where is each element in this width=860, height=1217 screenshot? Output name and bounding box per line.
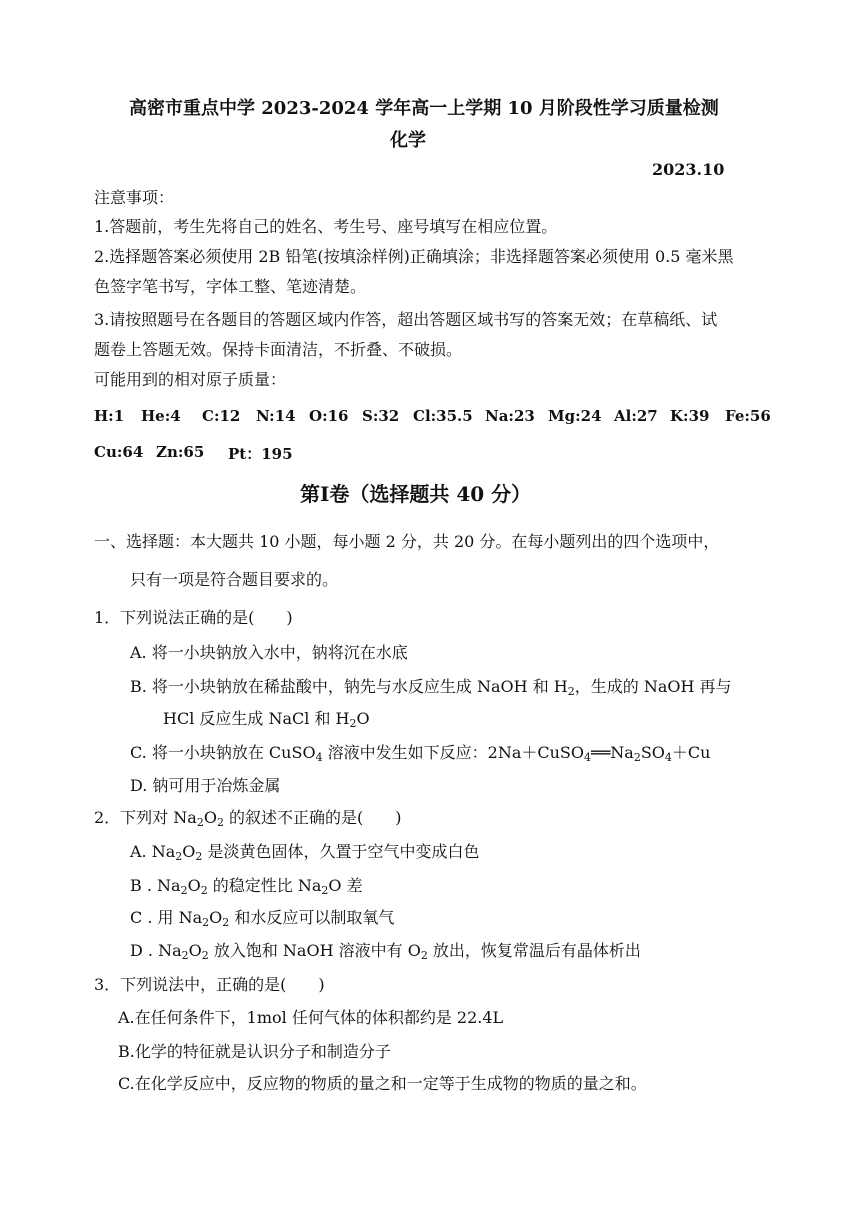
atomic-mass: C:12: [202, 407, 241, 425]
question-3-option-a: A.在任何条件下，1mol 任何气体的体积都约是 22.4L: [118, 1008, 504, 1027]
section-instructions-line-2: 只有一项是符合题目要求的。: [130, 570, 339, 589]
notice-heading: 注意事项：: [94, 188, 175, 207]
exam-date: 2023.10: [652, 160, 725, 179]
atomic-mass: Zn:65: [156, 443, 205, 461]
question-3-option-c: C.在化学反应中，反应物的物质的量之和一定等于生成物的物质的量之和。: [118, 1074, 647, 1093]
atomic-mass: Al:27: [614, 407, 658, 425]
question-1-stem: 1．下列说法正确的是( ): [94, 608, 293, 627]
atomic-mass: Na:23: [485, 407, 535, 425]
atomic-mass: K:39: [670, 407, 710, 425]
question-2-option-a: A. $Na_2O_2$ 是淡黄色固体，久置于空气中变成白色: [130, 842, 480, 863]
atomic-mass: N:14: [256, 407, 296, 425]
question-1-option-b-line-1: B. 将一小块钠放在稀盐酸中，钠先与水反应生成 NaOH 和 $H_2$，生成的 NaOH 再与: [130, 677, 732, 698]
question-1-option-a: A. 将一小块钠放入水中，钠将沉在水底: [130, 643, 408, 662]
question-3-option-b: B.化学的特征就是认识分子和制造分子: [118, 1042, 391, 1061]
notice-item-1: 1.答题前，考生先将自己的姓名、考生号、座号填写在相应位置。: [94, 217, 558, 236]
question-2-option-c: C . 用 $Na_2O_2$ 和水反应可以制取氧气: [130, 908, 395, 929]
notice-item-2-line-2: 色签字笔书写，字体工整、笔迹清楚。: [94, 277, 367, 296]
notice-item-3-line-1: 3.请按照题号在各题目的答题区域内作答，超出答题区域书写的答案无效；在草稿纸、试: [94, 310, 718, 329]
atomic-mass-heading: 可能用到的相对原子质量：: [94, 370, 287, 389]
atomic-mass: Pt：195: [228, 445, 293, 463]
atomic-mass: Fe:56: [725, 407, 771, 425]
question-2-option-d: D . $Na_2O_2$ 放入饱和 NaOH 溶液中有 $O_2$ 放出，恢复常温后有晶体析出: [130, 941, 641, 962]
exam-title: 高密市重点中学 2023-2024 学年高一上学期 10 月阶段性学习质量检测: [129, 98, 719, 119]
section-instructions-line-1: 一、选择题：本大题共 10 小题，每小题 2 分，共 20 分。在每小题列出的四个选项中，: [94, 532, 720, 551]
section-title: 第Ⅰ卷（选择题共 40 分）: [300, 482, 532, 506]
notice-item-2-line-1: 2.选择题答案必须使用 2B 铅笔(按填涂样例)正确填涂；非选择题答案必须使用 0.5 毫米黑: [94, 247, 734, 266]
atomic-mass: Cl:35.5: [413, 407, 473, 425]
atomic-mass: S:32: [362, 407, 400, 425]
question-1-option-b-line-2: HCl 反应生成 NaCl 和 $H_2O$: [163, 709, 370, 730]
notice-item-3-line-2: 题卷上答题无效。保持卡面清洁，不折叠、不破损。: [94, 340, 463, 359]
question-1-option-c: C. 将一小块钠放在 CuSO$_4$ 溶液中发生如下反应：$2Na+CuSO_4══Na_2SO_4+Cu$: [130, 743, 711, 764]
question-3-stem: 3．下列说法中，正确的是( ): [94, 975, 325, 994]
atomic-mass: Cu:64: [94, 443, 144, 461]
atomic-mass: O:16: [309, 407, 349, 425]
atomic-mass: Mg:24: [548, 407, 602, 425]
atomic-mass: He:4: [141, 407, 181, 425]
question-1-option-d: D. 钠可用于冶炼金属: [130, 776, 281, 795]
subject-title: 化学: [390, 130, 426, 151]
atomic-mass: H:1: [94, 407, 125, 425]
question-2-stem: 2．下列对 $Na_2O_2$ 的叙述不正确的是( ): [94, 808, 402, 829]
question-2-option-b: B . $Na_2O_2$ 的稳定性比 $Na_2O$ 差: [130, 876, 363, 897]
